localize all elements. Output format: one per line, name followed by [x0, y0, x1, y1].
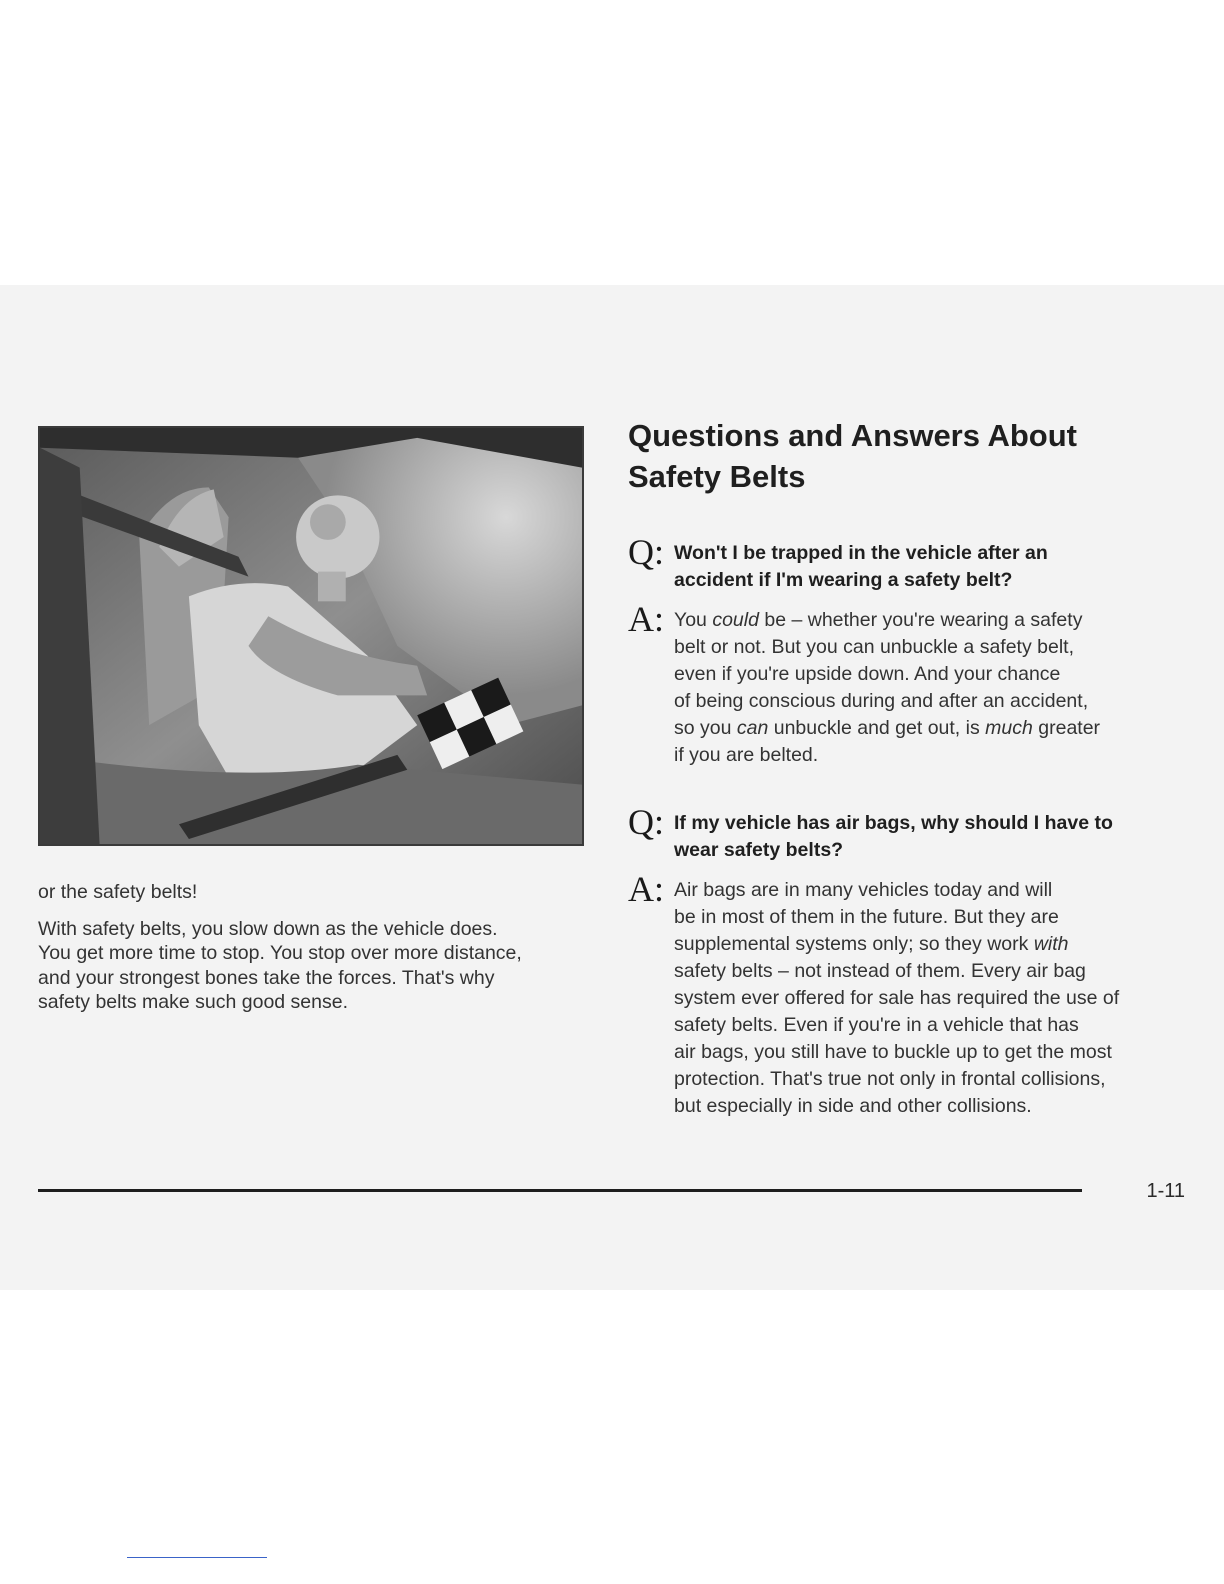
answer-mark-label: A:	[628, 869, 664, 909]
section-heading: Questions and Answers About Safety Belts	[628, 418, 1077, 494]
answer-text: Air bags are in many vehicles today and will be in most of them in the future. But they are supplemental systems only; so they work with safety belts – not instead of them. Every air bag system ever offered for sale has required the use of safety belts. Even if you're in a vehicle that has air bags, you still have to buckle up to get the most protection. That's true not only in frontal collisions, but especially in side and other collisions.	[674, 879, 1120, 1117]
answer-2	[628, 869, 1193, 1120]
answer-text: You could be – whether you're wearing a safety belt or not. But you can unbuckle a safety belt, even if you're upside down. And your chance of being conscious during and after an accident, so you can unbuckle and get out, is much greater if you are belted.	[674, 609, 1101, 766]
footer-rule	[38, 1189, 1082, 1192]
question-text: Won't I be trapped in the vehicle after an accident if I'm wearing a safety belt?	[674, 542, 1048, 591]
question-mark-label: Q:	[628, 532, 664, 572]
question-2	[628, 802, 1193, 864]
question-text: If my vehicle has air bags, why should I have to wear safety belts?	[674, 812, 1113, 861]
intro-paragraph: With safety belts, you slow down as the vehicle does. You get more time to stop. You stop over more distance, and your strongest bones take the forces. That's why safety belts make such good sense.	[38, 917, 522, 1013]
page-number: 1-11	[1146, 1180, 1185, 1202]
figure-caption: or the safety belts!	[38, 881, 198, 903]
answer-1	[628, 599, 1193, 769]
left-column-text	[38, 880, 594, 1027]
question-mark-label: Q:	[628, 802, 664, 842]
crash-test-photo	[38, 426, 584, 846]
bottom-link-underline	[127, 1557, 267, 1558]
question-1	[628, 532, 1193, 594]
crash-test-illustration	[40, 428, 582, 844]
answer-mark-label: A:	[628, 599, 664, 639]
